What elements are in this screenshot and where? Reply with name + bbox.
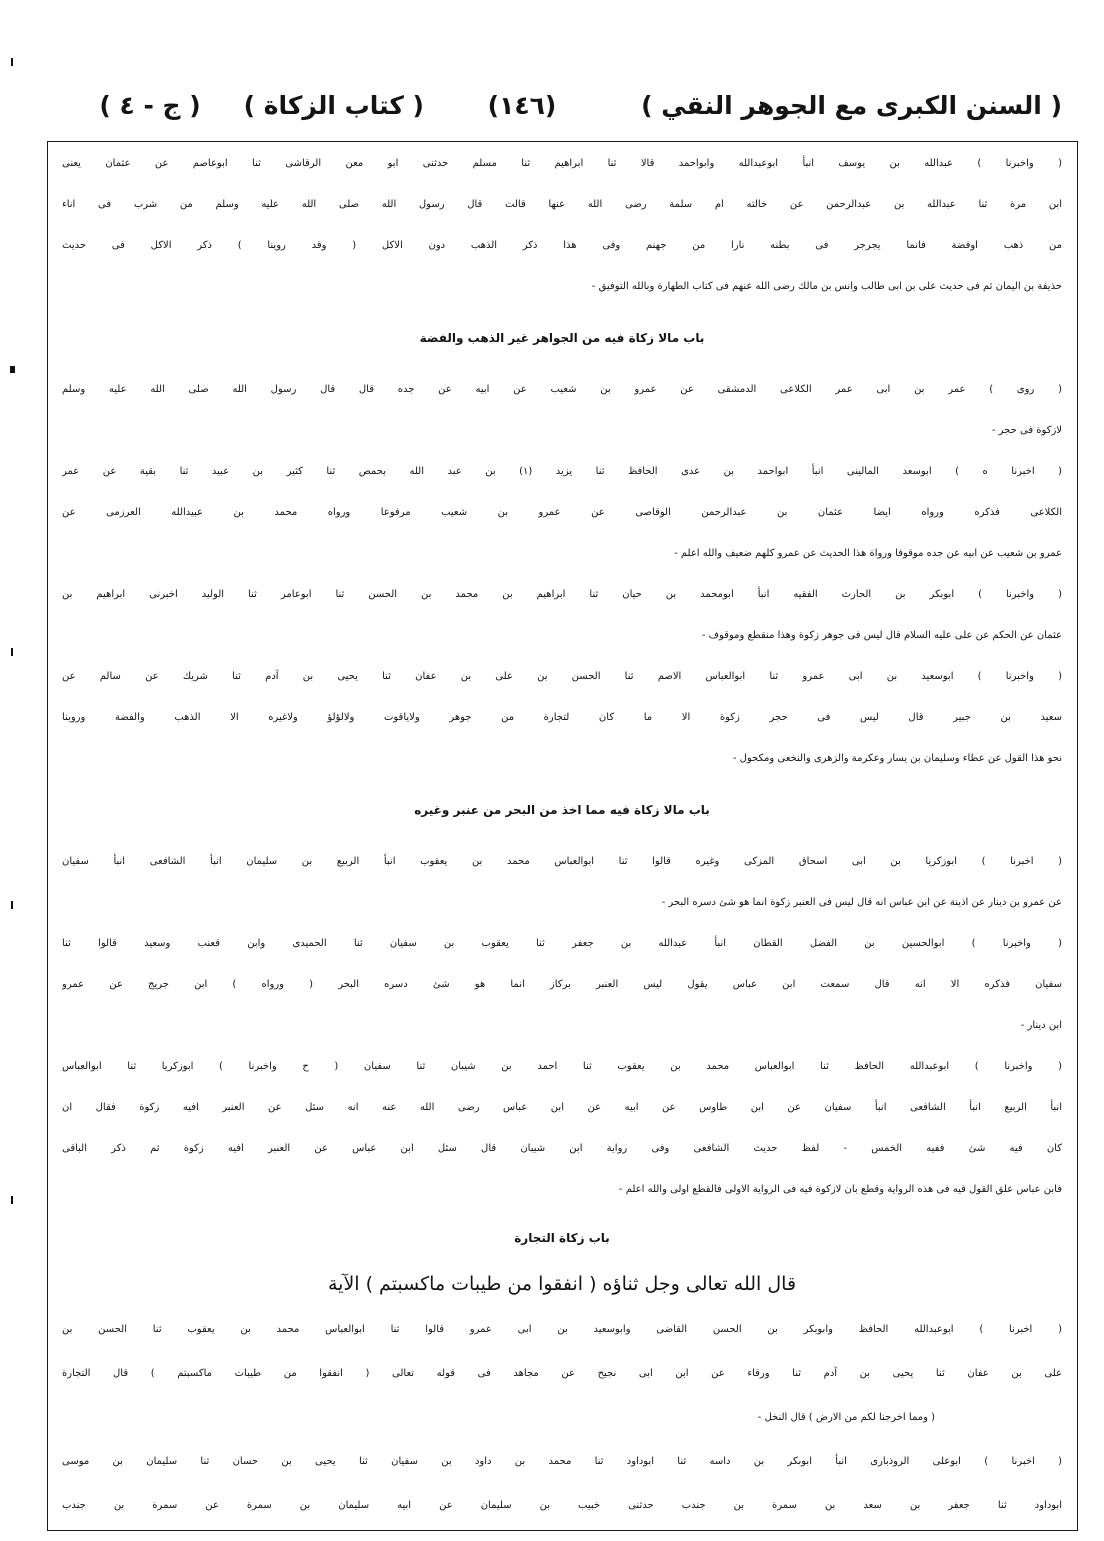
paragraph (62, 574, 1062, 656)
text-line: ( واخبرنا ) ابوسعيد بن ابى عمرو ثنا ابوالعباس الاصم ثنا الحسن بن على بن عفان ثنا يحيى بن آدم ثنا شريك عن سالم عن (62, 671, 1062, 682)
text-line: الكلاعى فذكره ورواه ايضا عثمان بن عبدالرحمن الوقاصى عن عمرو بن شعيب مرفوعا ورواه محمد بن عبيدالله العرزمى عن (62, 507, 1062, 518)
scan-mark (11, 901, 13, 909)
text-line: ( روى ) عمر بن ابى عمر الكلاعى الدمشقى عن عمرو بن شعيب عن ابيه عن جده قال قال رسول الله صلى الله عليه وسلم (62, 384, 1062, 395)
page-number: (١٤٦) (487, 91, 557, 120)
text-line: ( اخبرنا ) ابوعلى الروذبارى انبأ ابوبكر بن داسه ثنا ابوداود ثنا محمد بن داود بن سفيان ثنا يحيى بن حسان ثنا سليمان بن موسى (62, 1456, 1062, 1467)
volume-number: ( ج - ٤ ) (99, 91, 201, 120)
scan-mark (11, 1196, 13, 1204)
scan-mark (11, 58, 13, 66)
text-line: فابن عباس علق القول فيه فى هذه الرواية وقطع بان لازكوة فيه فى الرواية الاولى فالقطع اولى والله اعلم - (618, 1184, 1062, 1195)
chapter-epigraph: قال الله تعالى وجل ثناؤه ( انفقوا من طيبات ماكسبتم ) الآية (327, 1273, 797, 1295)
paragraph (62, 1308, 1062, 1440)
text-line: سعيد بن جبير قال ليس فى حجر زكوة الا ما كان لتجارة من جوهر ولاياقوت ولالؤلؤ ولاغيره الا الذهب والفضة وروينا (62, 712, 1062, 723)
chapter-heading: باب مالا زكاة فيه من الجواهر غير الذهب والفضة (419, 331, 705, 345)
text-line: ( واخبرنا ) ابوعبدالله الحافظ ثنا ابوالعباس محمد بن يعقوب ثنا احمد بن شيبان ثنا سفيان ( ح واخبرنا ) ابوزكريا ثنا ابوالعباس (62, 1061, 1062, 1072)
text-line: ( واخبرنا ) ابوبكر بن الحارث الفقيه انبأ ابومحمد بن حيان ثنا ابراهيم بن محمد بن الحسن ثنا ابوعامر ثنا الوليد اخبرنى ابراهيم بن (62, 589, 1062, 600)
text-line: ( واخبرنا ) عبدالله بن يوسف انبأ ابوعبدالله وابواحمد قالا ثنا ابراهيم ثنا مسلم حدثنى ابو معن الرقاشى ثنا ابوعاصم عن عثمان يعنى (62, 158, 1062, 169)
paragraph (62, 143, 1062, 307)
chapter-heading: باب مالا زكاة فيه مما اخذ من البحر من عنبر وغيره (414, 803, 710, 817)
text-line: من ذهب اوفضة فانما يجرجر فى بطنه نارا من جهنم وفى هذا ذكر الذهب دون الاكل ( وقد روينا ) ذكر الاكل فى حديث (62, 240, 1062, 251)
text-line: ابوداود ثنا جعفر بن سعد بن سمرة بن جندب حدثنى خبيب بن سليمان عن ابيه سليمان بن سمرة عن سمرة بن جندب (62, 1500, 1062, 1511)
text-line: ابن مرة ثنا عبدالله بن عبدالرحمن عن خالته ام سلمة رضى الله عنها قالت قال رسول الله صلى الله عليه وسلم من شرب فى اناء (62, 199, 1062, 210)
book-title: ( كتاب الزكاة ) (243, 91, 424, 120)
paragraph (62, 369, 1062, 451)
text-line: ( اخبرنا ) ابوزكريا بن ابى اسحاق المزكى وغيره قالوا ثنا ابوالعباس محمد بن يعقوب انبأ الربيع بن سليمان انبأ الشافعى انبأ سفيان (62, 856, 1062, 867)
text-line: ابن دينار - (1020, 1020, 1062, 1031)
paragraph (62, 923, 1062, 1046)
text-line: عن عمرو بن دينار عن اذينة عن ابن عباس انه قال ليس فى العنبر زكوة انما هو شئ دسره البحر - (661, 897, 1062, 908)
scan-mark (11, 648, 13, 656)
text-line: انبأ الربيع انبأ الشافعى انبأ سفيان عن ابن طاوس عن ابيه عن ابن عباس رضى الله عنه انه سئل عن العنبر افيه زكوة فقال ان (62, 1102, 1062, 1113)
running-title: ( السنن الكبرى مع الجوهر النقي ) (641, 91, 1062, 120)
paragraph (62, 1440, 1062, 1528)
text-line: عثمان عن الحكم عن على عليه السلام قال ليس فى جوهر زكوة وهذا منقطع وموقوف - (701, 630, 1062, 641)
text-line: حذيفة بن اليمان ثم فى حديث على بن ابى طالب وانس بن مالك رضى الله عنهم فى كتاب الطهارة وبالله التوفيق - (591, 281, 1062, 292)
text-line: نحو هذا القول عن عطاء وسليمان بن يسار وعكرمة والزهرى والنخعى ومكحول - (732, 753, 1062, 764)
page-body (62, 143, 1062, 1528)
scan-mark (10, 366, 15, 373)
text-line: ( واخبرنا ) ابوالحسين بن الفضل القطان انبأ عبدالله بن جعفر ثنا يعقوب بن سفيان ثنا الحميدى وابن قعنب وسعيد قالوا ثنا (62, 938, 1062, 949)
paragraph (62, 656, 1062, 779)
text-line: ( ومما اخرجنا لكم من الارض ) قال النخل - (757, 1412, 935, 1423)
text-line: كان فيه شئ ففيه الخمس - لفظ حديث الشافعى وفى رواية ابن شيبان قال سئل ابن عباس عن العنبر افيه زكوة ثم ذكر الباقى (62, 1143, 1062, 1154)
text-line: ( اخبرنا ه ) ابوسعد المالينى انبأ ابواحمد بن عدى الحافظ ثنا يزيد (١) بن عبد الله بحمص ثنا كثير بن عبيد ثنا بقية عن عمر (62, 466, 1062, 477)
paragraph (62, 841, 1062, 923)
text-line: على بن عفان ثنا يحيى بن آدم ثنا ورقاء عن ابن ابى نجيح عن مجاهد فى قوله تعالى ( انفقوا من طيبات ماكسبتم ) قال التجارة (62, 1368, 1062, 1379)
paragraph (62, 1046, 1062, 1210)
text-line: سفيان فذكره الا انه قال سمعت ابن عباس يقول ليس العنبر بركاز انما هو شئ دسره البحر ( ورواه ) ابن جريج عن عمرو (62, 979, 1062, 990)
paragraph (62, 451, 1062, 574)
text-line: عمرو بن شعيب عن ابيه عن جده موقوفا ورواة هذا الحديث عن عمرو كلهم ضعيف والله اعلم - (674, 548, 1062, 559)
text-line: ( اخبرنا ) ابوعبدالله الحافظ وابوبكر بن الحسن القاضى وابوسعيد بن ابى عمرو قالوا ثنا ابوالعباس محمد بن يعقوب ثنا الحسن بن (62, 1324, 1062, 1335)
text-line: لازكوة فى حجر - (991, 425, 1062, 436)
chapter-heading: باب زكاة التجارة (514, 1231, 610, 1245)
